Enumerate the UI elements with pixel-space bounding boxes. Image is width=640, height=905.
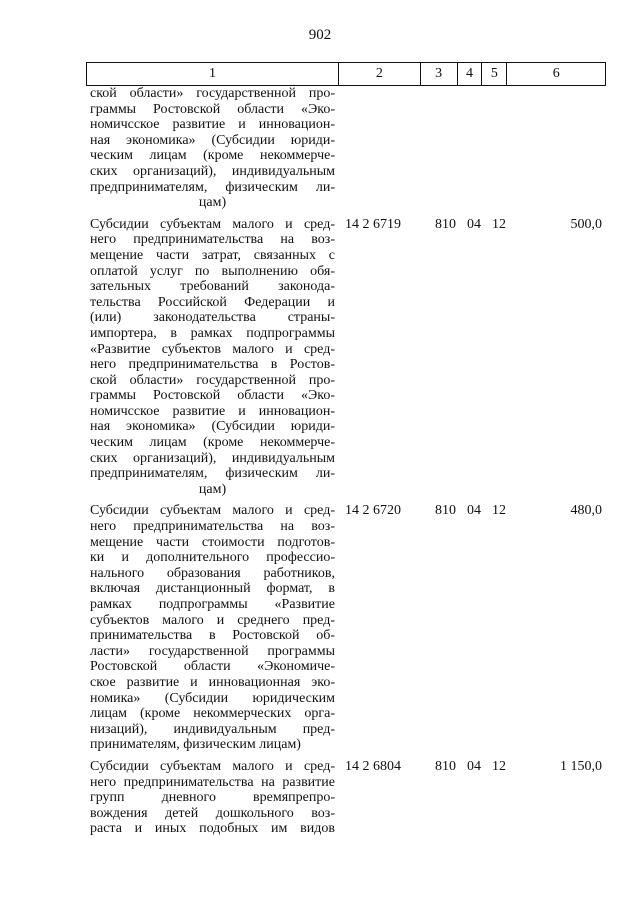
description-line: «Развитие субъектов малого и сред- xyxy=(90,341,335,357)
description-line: ная экономика» (Субсидии юриди- xyxy=(90,132,335,148)
section: 04 xyxy=(467,503,481,519)
description-line: него предпринимательства в Ростов- xyxy=(90,357,335,373)
description-line: импортера, в рамках подпрограммы xyxy=(90,325,335,341)
description-line: цам) xyxy=(198,195,227,211)
amount: 480,0 xyxy=(570,503,602,519)
description-line: предпринимателям, физическим ли- xyxy=(90,179,335,195)
description-line: зательных требований законода- xyxy=(90,279,335,295)
description-line: номичсское развитие и инновацион- xyxy=(90,117,335,133)
table-body xyxy=(86,86,606,837)
description-line: мещение части затрат, связанных с xyxy=(90,247,335,263)
description-line: вождения детей дошкольного воз- xyxy=(90,805,335,821)
subsection: 12 xyxy=(492,216,506,232)
row-description xyxy=(86,217,339,498)
description-line: раста и иных подобных им видов xyxy=(90,821,335,837)
description-line: него предпринимательства на воз- xyxy=(90,519,335,535)
description-line: Ростовской области «Экономиче- xyxy=(90,659,335,675)
subsection: 12 xyxy=(492,758,506,774)
header-col-5: 5 xyxy=(482,63,507,85)
description-line: ское развитие и инновационная эко- xyxy=(90,674,335,690)
description-line: Субсидии субъектам малого и сред- xyxy=(90,503,335,519)
description-line: принимателям, физическим лицам) xyxy=(90,737,301,753)
header-col-3: 3 xyxy=(421,63,458,85)
row-description xyxy=(86,503,339,753)
table-row xyxy=(86,759,606,837)
target-code: 14 2 6719 xyxy=(345,216,401,232)
target-code: 14 2 6804 xyxy=(345,758,401,774)
amount: 500,0 xyxy=(570,216,602,232)
description-line: предпринимателям, физическим ли- xyxy=(90,466,335,482)
section: 04 xyxy=(467,216,481,232)
row-description xyxy=(86,759,339,837)
description-line: оплатой услуг по выполнению обя- xyxy=(90,263,335,279)
description-line: него предпринимательства на развитие xyxy=(90,774,335,790)
description-line: рамках подпрограммы «Развитие xyxy=(90,597,335,612)
description-line: номичсское развитие и инновацион- xyxy=(90,403,335,419)
description-line: включая дистанционный формат, в xyxy=(90,581,335,597)
amount: 1 150,0 xyxy=(560,758,602,774)
subsection: 12 xyxy=(492,503,506,519)
header-col-1: 1 xyxy=(87,63,339,85)
description-line: лицам (кроме некоммерческих орга- xyxy=(90,706,335,722)
description-line: мещение части стоимости подготов- xyxy=(90,534,335,550)
description-line: низаций), индивидуальным пред- xyxy=(90,721,335,737)
table-row xyxy=(86,217,606,498)
table-header xyxy=(86,62,606,86)
description-line: ки и дополнительного профессио- xyxy=(90,550,335,566)
target-code: 14 2 6720 xyxy=(345,503,401,519)
description-line: цам) xyxy=(198,481,227,497)
description-line: номика» (Субсидии юридическим xyxy=(90,690,335,706)
description-line: субъектов малого и среднего пред- xyxy=(90,612,335,628)
description-line: тельства Российской Федерации и xyxy=(90,294,335,310)
expense-type: 810 xyxy=(435,503,456,519)
description-line: принимательства в Ростовской об- xyxy=(90,628,335,644)
description-line: него предпринимательства на воз- xyxy=(90,232,335,248)
description-line: ная экономика» (Субсидии юриди- xyxy=(90,419,335,435)
header-col-4: 4 xyxy=(458,63,483,85)
description-line: Субсидии субъектам малого и сред- xyxy=(90,758,335,774)
expense-type: 810 xyxy=(435,216,456,232)
description-line: ских организаций), индивидуальным xyxy=(90,163,335,179)
section: 04 xyxy=(467,758,481,774)
description-line: ских организаций), индивидуальным xyxy=(90,450,335,466)
table-row xyxy=(86,86,606,211)
description-line: групп дневного времяпрепро- xyxy=(90,790,335,806)
description-line: граммы Ростовской области «Эко- xyxy=(90,388,335,404)
description-line: ласти» государственной программы xyxy=(90,643,335,659)
header-col-6: 6 xyxy=(552,66,560,81)
description-line: ской области» государственной про- xyxy=(90,86,335,101)
row-description xyxy=(86,86,339,211)
page-number: 902 xyxy=(308,27,332,43)
description-line: нального образования работников, xyxy=(90,565,335,581)
expense-type: 810 xyxy=(435,758,456,774)
description-line: (или) законодательства страны- xyxy=(90,310,335,326)
description-line: ческим лицам (кроме некоммерче- xyxy=(90,148,335,164)
description-line: ческим лицам (кроме некоммерче- xyxy=(90,435,335,451)
description-line: ской области» государственной про- xyxy=(90,372,335,388)
description-line: Субсидии субъектам малого и сред- xyxy=(90,216,335,232)
description-line: граммы Ростовской области «Эко- xyxy=(90,101,335,117)
table-row xyxy=(86,503,606,753)
header-col-2: 2 xyxy=(339,63,421,85)
